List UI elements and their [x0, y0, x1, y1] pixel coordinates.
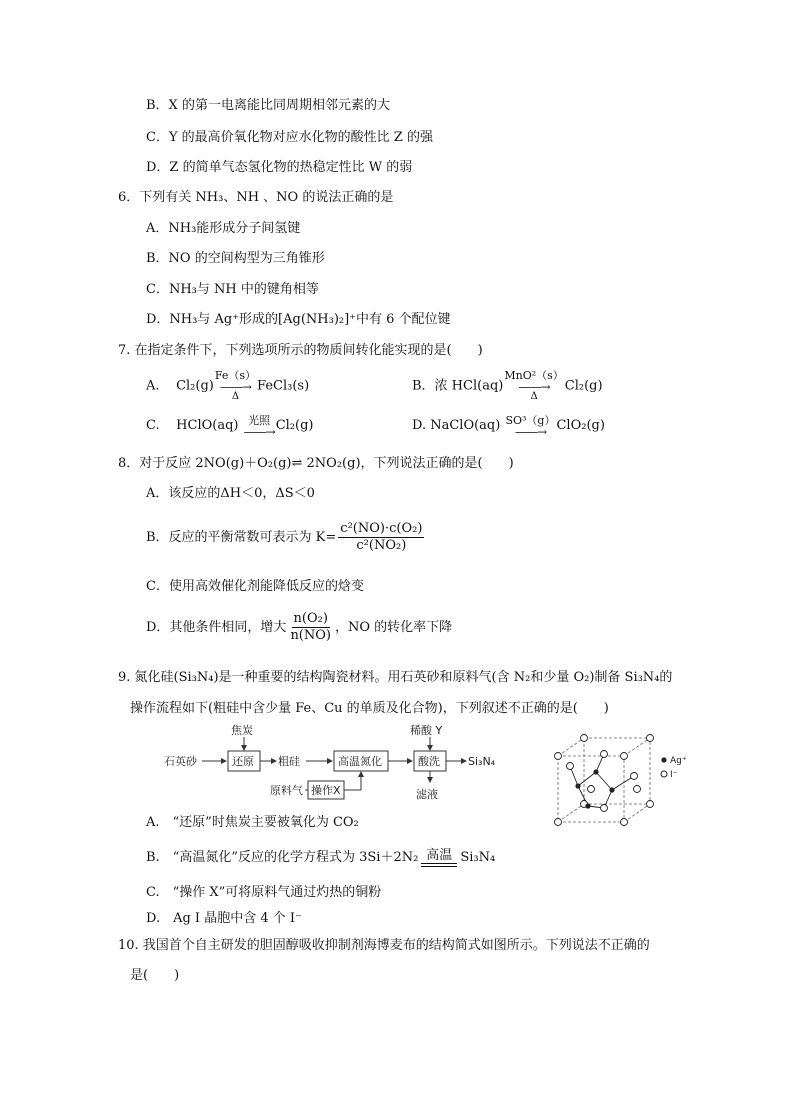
- q6-stem: 6．下列有关 NH₃、NH 、NO 的说法正确的是: [118, 190, 394, 205]
- flow-crude-label: 粗硅: [278, 755, 300, 768]
- q10-stem-line2: 是( ): [130, 968, 180, 983]
- q9-stem-line2: 操作流程如下(粗硅中含少量 Fe、Cu 的单质及化合物)，下列叙述不正确的是( ): [130, 701, 609, 716]
- q9-option-a: A. “还原”时焦炭主要被氧化为 CO₂: [146, 815, 359, 830]
- q6-option-d: D．NH₃与 Ag⁺形成的[Ag(NH₃)₂]⁺中有 6 个配位键: [146, 312, 451, 327]
- q6-option-c: C．NH₃与 NH 中的键角相等: [146, 282, 319, 297]
- q10-stem-line1: 10. 我国首个自主研发的胆固醇吸收抑制剂海博麦布的结构简式如图所示。下列说法不正确的: [118, 938, 650, 953]
- q8-option-c: C．使用高效催化剂能降低反应的焓变: [146, 579, 364, 594]
- q8-stem: 8．对于反应 2NO(g)＋O₂(g)⇌ 2NO₂(g)，下列说法正确的是( ): [118, 456, 514, 471]
- q8-option-a: A．该反应的ΔH＜0，ΔS＜0: [146, 486, 315, 501]
- flow-coke-label: 焦炭: [231, 724, 253, 737]
- legend-ag-label: Ag⁺: [670, 756, 687, 766]
- q7-option-c: C. HClO(aq) 光照 ——→ Cl₂(g): [146, 413, 314, 439]
- q9-option-b: B. “高温氮化”反应的化学方程式为 3Si＋2N₂ 高温 Si₃N₄: [146, 847, 496, 865]
- flow-start-label: 石英砂: [164, 755, 197, 768]
- process-flow-diagram: [160, 722, 520, 804]
- flow-opx-label: 操作X: [311, 784, 341, 797]
- legend-i-label: I⁻: [670, 770, 678, 780]
- q5-option-c: C．Y 的最高价氧化物对应水化物的酸性比 Z 的强: [146, 130, 433, 145]
- q9-option-c: C. “操作 X”可将原料气通过灼热的铜粉: [146, 885, 382, 900]
- q5-option-d: D．Z 的简单气态氢化物的热稳定性比 W 的弱: [146, 160, 413, 175]
- q6-option-b: B．NO 的空间构型为三角锥形: [146, 251, 325, 266]
- q8-option-b: B．反应的平衡常数可表示为 K= $\frac{\text{c²(NO)·c(O₂)}}{\text{c²(NO₂)}}$: [146, 521, 423, 553]
- q9-stem-line1: 9. 氮化硅(Si₃N₄)是一种重要的结构陶瓷材料。用石英砂和原料气(含 N₂和少量 O₂)制备 Si₃N₄的: [118, 670, 673, 685]
- flow-acid-label: 稀酸 Y: [410, 724, 443, 737]
- q7-option-d: D. NaClO(aq) SO³（g） ——→ ClO₂(g): [412, 413, 605, 439]
- q8-option-d: D．其他条件相同，增大 $\frac{\text{n(O₂)}}{n(NO)}$ ，NO 的转化率下降: [146, 611, 453, 643]
- flow-product-label: Si₃N₄: [468, 755, 496, 768]
- q5-option-b: B．X 的第一电离能比同周期相邻元素的大: [146, 98, 390, 113]
- q7-stem: 7. 在指定条件下，下列选项所示的物质间转化能实现的是( ): [118, 343, 483, 358]
- flow-wash-label: 酸洗: [418, 755, 440, 768]
- flow-nitride-label: 高温氮化: [338, 755, 382, 768]
- flow-gas-label: 原料气: [270, 784, 303, 797]
- q6-option-a: A．NH₃能形成分子间氢键: [146, 221, 301, 236]
- q7-option-b: B．浓 HCl(aq) MnO²（s） ——→ Δ Cl₂(g): [412, 369, 603, 402]
- q9-option-d: D. Ag I 晶胞中含 4 个 I⁻: [146, 911, 302, 926]
- flow-filtrate-label: 滤液: [416, 788, 438, 801]
- flow-reduce-label: 还原: [232, 755, 254, 768]
- agi-unit-cell-diagram: [548, 734, 698, 826]
- q7-option-a: A. Cl₂(g) Fe（s） ——→ Δ FeCl₃(s): [146, 369, 310, 402]
